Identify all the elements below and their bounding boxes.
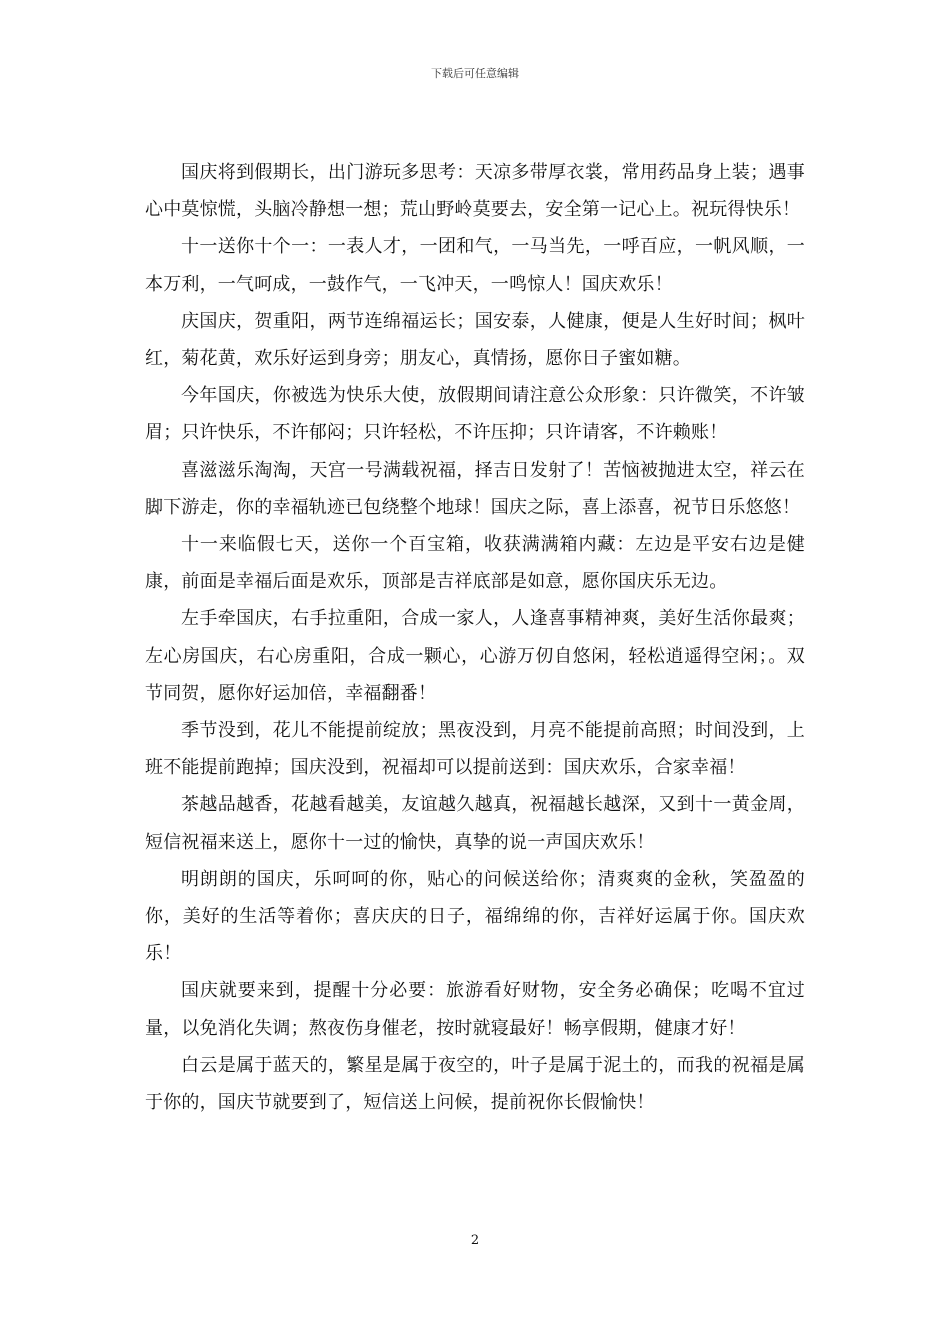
paragraph: 左手牵国庆，右手拉重阳，合成一家人，人逢喜事精神爽，美好生活你最爽；左心房国庆，右心房重阳，合成一颗心，心游万仞自悠闲，轻松逍遥得空闲；。双节同贺，愿你好运加倍，幸福翻番！ (145, 608, 805, 704)
page-number: 2 (470, 1233, 480, 1248)
document-body (145, 154, 805, 1121)
paragraph: 国庆就要来到，提醒十分必要：旅游看好财物，安全务必确保；吃喝不宜过量，以免消化失调；熬夜伤身催老，按时就寝最好！畅享假期，健康才好！ (145, 980, 805, 1039)
paragraph: 十一来临假七天，送你一个百宝箱，收获满满箱内藏：左边是平安右边是健康，前面是幸福后面是欢乐，顶部是吉祥底部是如意，愿你国庆乐无边。 (145, 534, 805, 593)
paragraph: 今年国庆，你被选为快乐大使，放假期间请注意公众形象：只许微笑，不许皱眉；只许快乐，不许郁闷；只许轻松，不许压抑；只许请客，不许赖账！ (145, 385, 805, 444)
paragraph: 十一送你十个一：一表人才，一团和气，一马当先，一呼百应，一帆风顺，一本万利，一气呵成，一鼓作气，一飞冲天，一鸣惊人！国庆欢乐！ (145, 236, 805, 295)
paragraph: 茶越品越香，花越看越美，友谊越久越真，祝福越长越深，又到十一黄金周，短信祝福来送上，愿你十一过的愉快，真挚的说一声国庆欢乐！ (145, 794, 805, 853)
paragraph: 庆国庆，贺重阳，两节连绵福运长；国安泰，人健康，便是人生好时间；枫叶红，菊花黄，欢乐好运到身旁；朋友心，真情扬，愿你日子蜜如糖。 (145, 310, 805, 370)
paragraph: 季节没到，花儿不能提前绽放；黑夜没到，月亮不能提前高照；时间没到，上班不能提前跑掉；国庆没到，祝福却可以提前送到：国庆欢乐，合家幸福！ (145, 720, 805, 779)
paragraph: 喜滋滋乐淘淘，天宫一号满载祝福，择吉日发射了！苦恼被抛进太空，祥云在脚下游走，你的幸福轨迹已包绕整个地球！国庆之际，喜上添喜，祝节日乐悠悠！ (145, 459, 805, 518)
paragraph: 国庆将到假期长，出门游玩多思考：天凉多带厚衣裳，常用药品身上装；遇事心中莫惊慌，头脑冷静想一想；荒山野岭莫要去，安全第一记心上。祝玩得快乐！ (145, 162, 805, 221)
paragraph: 白云是属于蓝天的，繁星是属于夜空的，叶子是属于泥土的，而我的祝福是属于你的，国庆节就要到了，短信送上问候，提前祝你长假愉快！ (145, 1054, 805, 1114)
page-header: 下载后可任意编辑 (431, 67, 519, 80)
paragraph: 明朗朗的国庆，乐呵呵的你，贴心的问候送给你；清爽爽的金秋，笑盈盈的你，美好的生活等着你；喜庆庆的日子，福绵绵的你，吉祥好运属于你。国庆欢乐！ (145, 868, 805, 965)
